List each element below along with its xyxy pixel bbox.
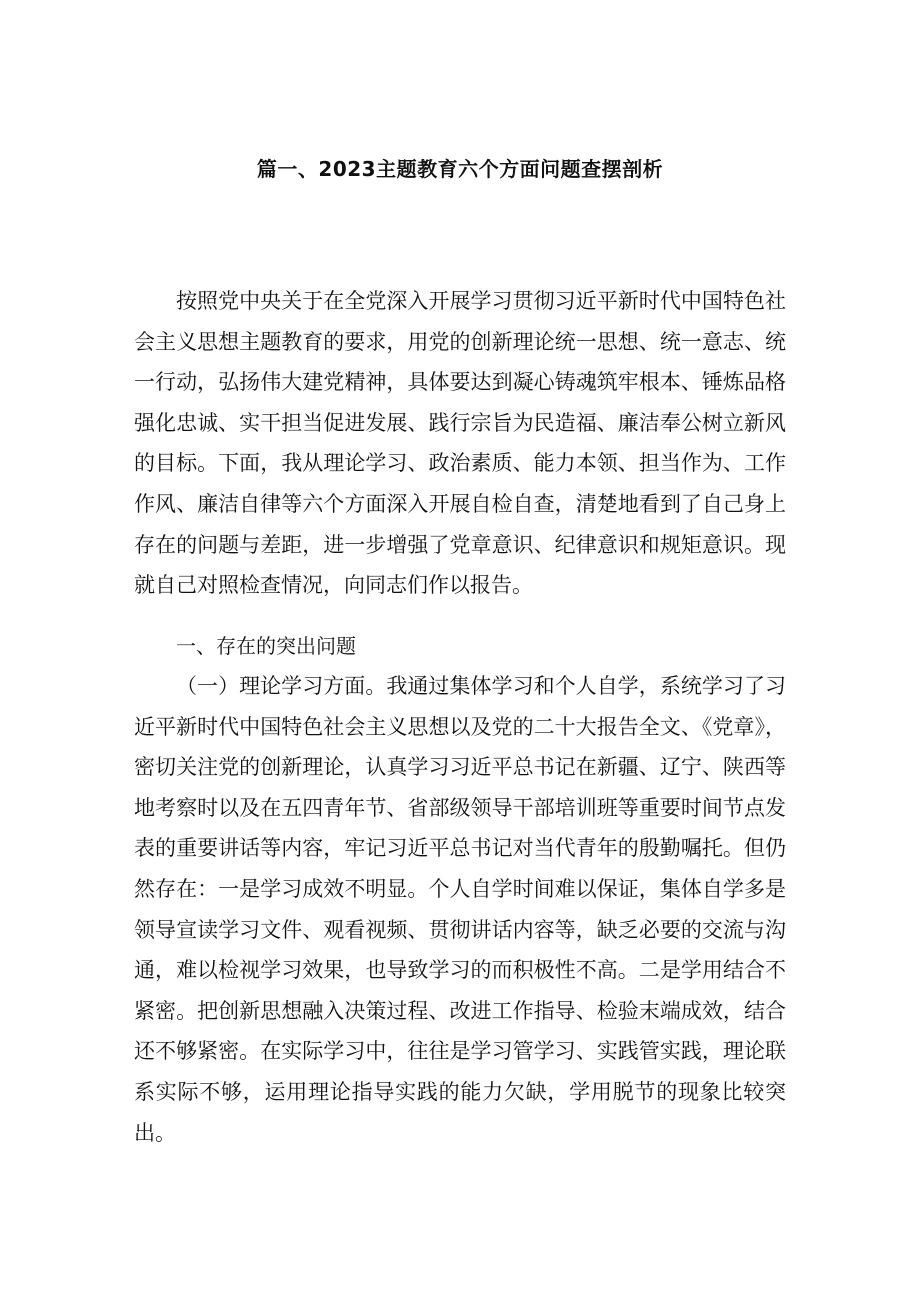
section-heading: 一、存在的突出问题	[176, 634, 356, 658]
intro-paragraph: 按照党中央关于在全党深入开展学习贯彻习近平新时代中国特色社会主义思想主题教育的要求，用党的创新理论统一思想、统一意志、统一行动，弘扬伟大建党精神，具体要达到凝心铸魂筑牢根本、锤炼品格强化忠诚、实干担当促进发展、践行宗旨为民造福、廉洁奉公树立新风的目标。下面，我从理论学习、政治素质、能力本领、担当作为、工作作风、廉洁自律等六个方面深入开展自检自查，清楚地看到了自己身上存在的问题与差距，进一步增强了党章意识、纪律意识和规矩意识。现就自己对照检查情况，向同志们作以报告。	[134, 289, 786, 598]
section-paragraph: （一）理论学习方面。我通过集体学习和个人自学，系统学习了习近平新时代中国特色社会主义思想以及党的二十大报告全文、《党章》，密切关注党的创新理论，认真学习习近平总书记在新疆、辽宁、陕西等地考察时以及在五四青年节、省部级领导干部培训班等重要时间节点发表的重要讲话等内容，牢记习近平总书记对当代青年的殷勤嘱托。但仍然存在：一是学习成效不明显。个人自学时间难以保证，集体自学多是领导宣读学习文件、观看视频、贯彻讲话内容等，缺乏必要的交流与沟通，难以检视学习效果，也导致学习的而积极性不高。二是学用结合不紧密。把创新思想融入决策过程、改进工作指导、检验末端成效，结合还不够紧密。在实际学习中，往往是学习管学习、实践管实践，理论联系实际不够，运用理论指导实践的能力欠缺，学用脱节的现象比较突出。	[134, 674, 786, 1145]
document-title: 篇一、2023主题教育六个方面问题查摆剖析	[256, 157, 664, 181]
